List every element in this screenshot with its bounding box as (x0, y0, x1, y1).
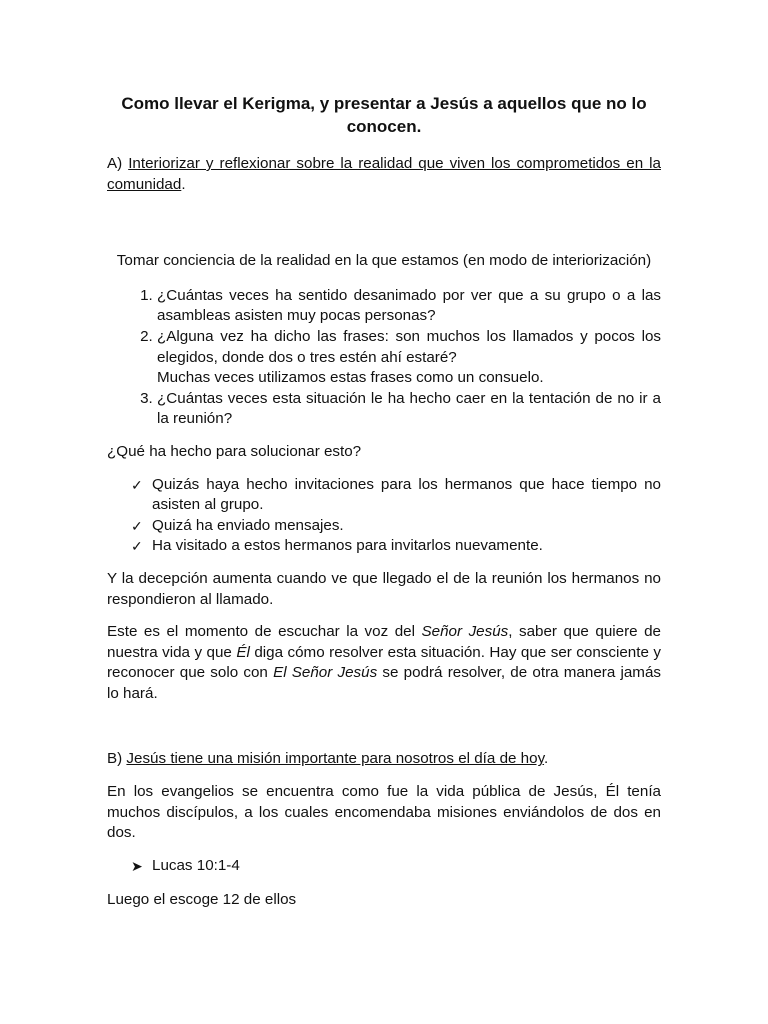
deception-paragraph: Y la decepción aumenta cuando ve que llegado el de la reunión los hermanos no respondieron al llamado. (107, 569, 661, 608)
document-body (107, 92, 661, 923)
moment-paragraph (107, 622, 661, 704)
question-3: ¿Cuántas veces esta situación le ha hecho caer en la tentación de no ir a la reunión? (157, 389, 661, 428)
moment-text-1: Este es el momento de escuchar la voz del (107, 623, 422, 641)
checklist-item-text: Quizás haya hecho invitaciones para los hermanos que hace tiempo no asisten al grupo. (152, 475, 661, 514)
what-done-question: ¿Qué ha hecho para solucionar esto? (107, 442, 362, 460)
section-a-period: . (181, 175, 186, 193)
moment-text-3: diga cómo resolver esta situación. Hay que ser consciente y reconocer que solo con (107, 643, 661, 682)
reference-list (107, 856, 661, 877)
checklist-item-text: Ha visitado a estos hermanos para invitarlos nuevamente. (152, 537, 543, 555)
check-mark-icon: ✓ (131, 538, 143, 555)
section-a-marker: A) (107, 155, 123, 172)
section-b-marker: B) (107, 750, 123, 768)
list-item (131, 536, 661, 557)
question-2-note: Muchas veces utilizamos estas frases como un consuelo. (157, 369, 544, 387)
list-item (131, 475, 661, 516)
list-item (157, 327, 661, 389)
questions-list (107, 286, 661, 430)
list-item (131, 516, 661, 537)
checklist (107, 475, 661, 557)
question-1: ¿Cuántas veces ha sentido desanimado por ver que a su grupo o a las asambleas asisten muy pocas personas? (157, 286, 661, 325)
section-a-heading (107, 154, 661, 195)
moment-italic-3: El Señor Jesús (273, 664, 378, 682)
document-title: Como llevar el Kerigma, y presentar a Jesús a aquellos que no lo conocen. (121, 94, 647, 136)
list-item (157, 286, 661, 327)
moment-text-2: , saber que quiere de nuestra vida y que (107, 623, 662, 661)
section-a-title: Interiorizar y reflexionar sobre la realidad que viven los comprometidos en la comunidad (107, 155, 661, 193)
gospels-paragraph: En los evangelios se encuentra como fue la vida pública de Jesús, Él tenía muchos discípulos, a los cuales encomendaba misiones enviándolos de dos en dos. (107, 783, 661, 842)
question-2: ¿Alguna vez ha dicho las frases: son muchos los llamados y pocos los elegidos, donde dos o tres estén ahí estaré? (157, 327, 661, 366)
check-mark-icon: ✓ (131, 476, 143, 493)
section-b-period: . (544, 750, 549, 768)
check-mark-icon: ✓ (131, 517, 143, 534)
list-item (131, 856, 661, 877)
section-b-heading (107, 749, 661, 770)
closing-line: Luego el escoge 12 de ellos (107, 891, 297, 909)
reference-text: Lucas 10:1-4 (152, 856, 240, 874)
moment-italic-2: Él (236, 643, 250, 661)
moment-text-4: se podrá resolver, de otra manera jamás lo hará. (107, 664, 661, 702)
arrow-bullet-icon: ➤ (131, 857, 143, 874)
moment-italic-1: Señor Jesús (421, 623, 509, 641)
section-b-title: Jesús tiene una misión importante para nosotros el día de hoy (126, 750, 545, 768)
list-item (157, 389, 661, 430)
checklist-item-text: Quizá ha enviado mensajes. (152, 516, 344, 534)
intro-text: Tomar conciencia de la realidad en la que estamos (en modo de interiorización) (116, 252, 652, 270)
